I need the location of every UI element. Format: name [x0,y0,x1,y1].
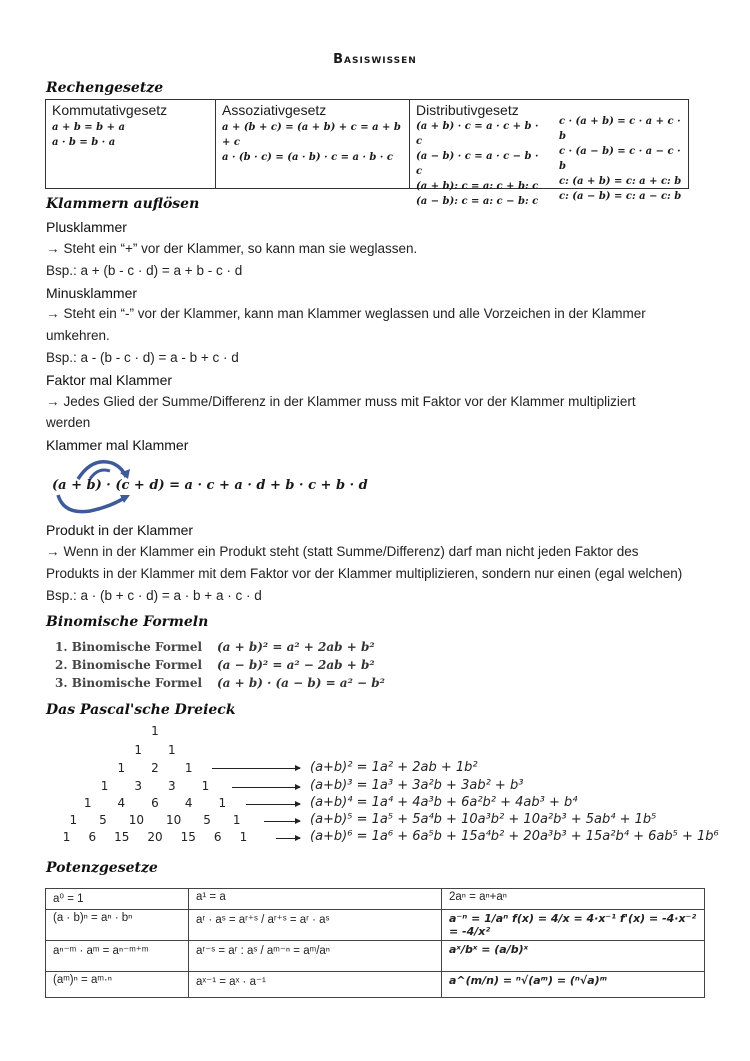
produkt-title: Produkt in der Klammer [46,522,194,538]
kommutativ-cell [46,100,216,188]
table-cell: 2aⁿ = aⁿ+aⁿ [442,889,705,910]
table-cell: a¹ = a [189,889,442,910]
distributiv-right [559,114,682,209]
formula: (a + b): c = a: c + b: c [416,181,539,192]
klammer-mal-klammer-formula: (a + b) · (c + d) = a · c + a · d + b · c + b · d [52,478,368,493]
minusklammer-example: Bsp.: a - (b - c · d) = a - b + c · d [46,350,239,365]
arrow-right-icon: → [46,544,60,559]
binom-row: 2. Binomische Formel (a − b)² = a² − 2ab + b² [55,658,375,672]
table-row [46,889,705,910]
table-cell: a^(m/n) = ⁿ√(aᵐ) = (ⁿ√a)ᵐ [442,972,705,998]
potenzgesetze-table [45,888,705,998]
plusklammer-text: → Steht ein “+” vor der Klammer, so kann man sie weglassen. [46,241,418,256]
assoziativ-title: Assoziativgesetz [222,102,327,118]
arrow-right-icon: → [46,394,60,409]
formula: c: (a − b) = c: a − c: b [559,191,682,202]
table-cell: aʳ · aˢ = aʳ⁺ˢ / aʳ⁺ˢ = aʳ · aˢ [189,910,442,941]
arrow-right-icon: → [46,306,60,321]
pascal-row: 1 5 10 10 5 1 [69,813,241,827]
formula: c · (a − b) = c · a − c · b [559,146,681,172]
pascal-row: 1 1 [134,743,176,757]
produkt-example: Bsp.: a · (b + c · d) = a · b + a · c · d [46,588,262,603]
pascal-row: 1 4 6 4 1 [83,796,227,810]
pascal-row: 1 6 15 20 15 6 1 [62,830,248,844]
heading-klammern: Klammern auflösen [46,196,200,212]
arrow-right-icon [276,838,300,839]
page-title: Basiswissen [333,52,417,67]
arrow-right-icon [232,787,300,788]
plusklammer-example: Bsp.: a + (b - c · d) = a + b - c · d [46,263,243,278]
faktor-text: → Jedes Glied der Summe/Differenz in der Klammer muss mit Faktor vor der Klammer multipliziert [46,394,636,409]
klammer-mal-klammer-title: Klammer mal Klammer [46,437,189,453]
arrow-right-icon [212,768,300,769]
distributiv-left [416,119,539,209]
minusklammer-text: → Steht ein “-” vor der Klammer, kann man Klammer weglassen und alle Vorzeichen in der Klammer [46,306,646,321]
formula: a + (b + c) = (a + b) + c = a + b + c [222,122,401,148]
binomische-list [55,638,385,692]
binomial-expansion: (a+b)⁶ = 1a⁶ + 6a⁵b + 15a⁴b² + 20a³b³ + 15a²b⁴ + 6ab⁵ + 1b⁶ [310,829,719,844]
table-cell: aʳ⁻ˢ = aʳ : aˢ / aᵐ⁻ⁿ = aᵐ/aⁿ [189,941,442,972]
faktor-text-cont: werden [46,415,91,430]
kommutativ-title: Kommutativgesetz [52,102,168,118]
binomial-expansion: (a+b)⁵ = 1a⁵ + 5a⁴b + 10a³b² + 10a²b³ + 5ab⁴ + 1b⁵ [310,812,657,827]
pascal-row: 1 2 1 [117,761,193,775]
heading-binomisch: Binomische Formeln [46,614,209,630]
table-cell: a⁰ = 1 [46,889,189,910]
table-row [46,910,705,941]
formula: a · b = b · a [52,137,116,148]
arrow-right-icon: → [46,241,60,256]
binomial-expansion: (a+b)⁴ = 1a⁴ + 4a³b + 6a²b² + 4ab³ + b⁴ [310,795,578,810]
binomial-expansion: (a+b)³ = 1a³ + 3a²b + 3ab² + b³ [310,778,524,793]
faktor-title: Faktor mal Klammer [46,372,173,388]
plusklammer-title: Plusklammer [46,219,127,235]
arrow-right-icon [246,804,300,805]
table-cell: aˣ⁻¹ = aˣ · a⁻¹ [189,972,442,998]
formula: (a − b): c = a: c − b: c [416,196,539,207]
table-cell: (a · b)ⁿ = aⁿ · bⁿ [46,910,189,941]
formula: c: (a + b) = c: a + c: b [559,176,682,187]
formula: a · (b · c) = (a · b) · c = a · b · c [222,152,393,163]
produkt-text: → Wenn in der Klammer ein Produkt steht (statt Summe/Differenz) darf man nicht jeden Faktor des [46,544,639,559]
formula: (a + b) · c = a · c + b · c [416,121,539,147]
heading-pascal: Das Pascal'sche Dreieck [46,702,236,718]
pascal-row: 1 3 3 1 [100,779,210,793]
table-cell: (aᵐ)ⁿ = aᵐ·ⁿ [46,972,189,998]
assoziativ-cell [216,100,410,188]
binom-row: 3. Binomische Formel (a + b) · (a − b) = a² − b² [55,676,385,690]
arrow-right-icon [264,821,300,822]
minusklammer-text-cont: umkehren. [46,328,110,343]
distributiv-title: Distributivgesetz [416,102,519,118]
pascal-row: 1 [151,724,159,738]
minusklammer-title: Minusklammer [46,285,138,301]
binom-row: 1. Binomische Formel (a + b)² = a² + 2ab + b² [55,640,375,654]
formula: c · (a + b) = c · a + c · b [559,116,681,142]
produkt-text-cont: Produkts in der Klammer mit dem Faktor vor der Klammer multiplizieren, sondern nur einen (egal welchen) [46,566,683,581]
table-row [46,941,705,972]
formula: a + b = b + a [52,122,125,133]
heading-potenz: Potenzgesetze [46,860,158,876]
binomial-expansion: (a+b)² = 1a² + 2ab + 1b² [310,760,478,775]
distributiv-cell [410,100,688,207]
formula: (a − b) · c = a · c − b · c [416,151,539,177]
table-cell: aˣ/bˣ = (a/b)ˣ [442,941,705,972]
table-cell: aⁿ⁻ᵐ · aᵐ = aⁿ⁻ᵐ⁺ᵐ [46,941,189,972]
table-cell: a⁻ⁿ = 1/aⁿ f(x) = 4/x = 4·x⁻¹ f'(x) = -4·x⁻² = -4/x² [442,910,705,941]
table-row [46,972,705,998]
heading-rechengesetze: Rechengesetze [46,80,164,96]
